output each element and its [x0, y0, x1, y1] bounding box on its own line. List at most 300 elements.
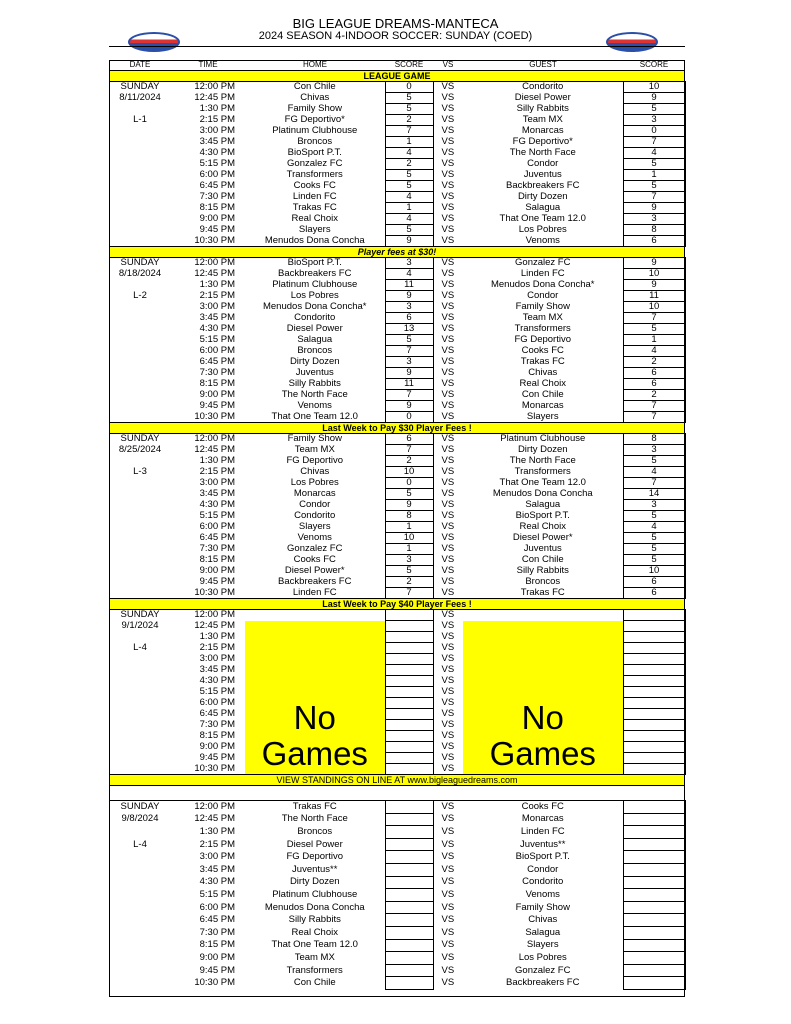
home-score: 3 — [385, 258, 433, 269]
time-cell: 8:15 PM — [199, 730, 235, 741]
guest-score — [623, 801, 685, 814]
vs-cell: VS — [441, 763, 455, 774]
guest-cell — [463, 610, 623, 621]
vs-cell: VS — [441, 378, 455, 389]
vs-cell: VS — [441, 708, 455, 719]
time-cell: 12:45 PM — [194, 268, 235, 279]
home-team: Venoms — [297, 532, 332, 543]
guest-team: Monarcas — [521, 813, 564, 825]
time-cell: 5:15 PM — [199, 510, 235, 521]
vs-cell: VS — [441, 653, 455, 664]
table-row — [109, 159, 685, 170]
date-cell — [109, 555, 171, 566]
vs-cell: VS — [441, 169, 455, 180]
guest-score: 7 — [623, 412, 685, 423]
home-team: Los Pobres — [290, 477, 339, 488]
home-team: FG Deportivo — [286, 851, 343, 863]
time-cell: 7:30 PM — [199, 191, 235, 202]
time-cell: 4:30 PM — [199, 147, 235, 158]
home-score: 4 — [385, 269, 433, 280]
vs-cell: VS — [441, 488, 455, 499]
time-cell: 1:30 PM — [199, 279, 235, 290]
banner-fees-30-text: Player fees at $30! — [109, 247, 685, 258]
vs-cell: VS — [441, 180, 455, 191]
guest-score-cell — [623, 742, 685, 753]
guest-score: 4 — [623, 467, 685, 478]
home-team: The North Face — [281, 389, 348, 400]
date-cell — [109, 489, 171, 500]
vs-cell: VS — [441, 876, 455, 888]
home-score: 7 — [385, 445, 433, 456]
time-cell: 3:45 PM — [199, 312, 235, 323]
date-cell: L-3 — [133, 466, 147, 477]
guest-score: 3 — [623, 214, 685, 225]
time-cell: 2:15 PM — [199, 466, 235, 477]
banner-league-game — [109, 71, 685, 82]
header-row — [109, 60, 685, 71]
home-score — [385, 914, 433, 927]
date-cell: L-2 — [133, 290, 147, 301]
table-row — [109, 838, 685, 851]
banner-last-week-30 — [109, 423, 685, 434]
guest-score — [623, 914, 685, 927]
guest-team: Transformers — [514, 323, 571, 334]
home-score — [385, 801, 433, 814]
home-score: 9 — [385, 236, 433, 247]
guest-team: Linden FC — [520, 825, 565, 837]
guest-score: 6 — [623, 588, 685, 599]
league-logo-left — [128, 32, 180, 52]
guest-score: 11 — [623, 291, 685, 302]
guest-team: Dirty Dozen — [517, 191, 568, 202]
guest-team: Cooks FC — [463, 801, 623, 814]
time-cell: 12:45 PM — [194, 92, 235, 103]
time-cell: 1:30 PM — [199, 455, 235, 466]
vs-cell: VS — [441, 367, 455, 378]
home-team: Diesel Power — [286, 323, 343, 334]
date-cell: SUNDAY — [109, 258, 171, 269]
table-row — [109, 434, 685, 445]
table-row — [109, 863, 685, 876]
time-cell: 10:30 PM — [194, 411, 235, 422]
no-games-left-line1: No — [293, 699, 336, 736]
guest-team: Silly Rabbits — [516, 103, 569, 114]
guest-team: Condorito — [463, 82, 623, 93]
home-score: 2 — [385, 577, 433, 588]
time-cell: 6:45 PM — [199, 708, 235, 719]
date-cell — [109, 709, 171, 720]
time-cell: 4:30 PM — [199, 499, 235, 510]
time-cell: 4:30 PM — [199, 876, 235, 888]
date-cell — [109, 335, 171, 346]
vs-cell: VS — [441, 686, 455, 697]
date-cell — [109, 324, 171, 335]
guest-score: 10 — [623, 566, 685, 577]
home-team: The North Face — [281, 813, 348, 825]
date-cell — [109, 313, 171, 324]
time-cell: 3:45 PM — [199, 136, 235, 147]
date-cell — [109, 225, 171, 236]
date-cell — [109, 876, 171, 889]
time-cell: 1:30 PM — [199, 825, 235, 837]
guest-team: Con Chile — [521, 389, 564, 400]
vs-cell: VS — [441, 345, 455, 356]
guest-team: Los Pobres — [518, 224, 567, 235]
vs-cell: VS — [441, 888, 455, 900]
time-cell: 1:30 PM — [199, 631, 235, 642]
guest-score: 2 — [623, 390, 685, 401]
home-team: That One Team 12.0 — [271, 939, 358, 951]
vs-cell: VS — [441, 323, 455, 334]
spacer-row — [109, 786, 685, 801]
home-team: Family Show — [287, 103, 342, 114]
home-team: Dirty Dozen — [289, 356, 340, 367]
time-cell: 5:15 PM — [199, 888, 235, 900]
time-cell: 3:45 PM — [199, 488, 235, 499]
guest-score: 8 — [623, 434, 685, 445]
guest-team: Team MX — [522, 114, 563, 125]
guest-score: 7 — [623, 192, 685, 203]
date-cell — [109, 665, 171, 676]
home-score: 6 — [385, 434, 433, 445]
vs-cell: VS — [441, 125, 455, 136]
home-team: Slayers — [298, 224, 331, 235]
date-cell — [109, 214, 171, 225]
home-score: 10 — [385, 533, 433, 544]
home-score: 3 — [385, 302, 433, 313]
guest-score: 10 — [623, 302, 685, 313]
date-cell — [109, 731, 171, 742]
guest-score: 5 — [623, 555, 685, 566]
no-games-right-line1: No — [521, 699, 564, 736]
home-team: Platinum Clubhouse — [272, 888, 358, 900]
date-cell — [109, 302, 171, 313]
table-row — [109, 964, 685, 977]
guest-team: FG Deportivo — [514, 334, 571, 345]
home-score-cell — [385, 742, 433, 753]
guest-score — [623, 813, 685, 826]
table-row — [109, 269, 685, 280]
vs-cell: VS — [433, 610, 463, 621]
table-row — [109, 566, 685, 577]
home-team: Family Show — [245, 434, 385, 445]
home-score — [385, 826, 433, 839]
time-cell: 3:00 PM — [199, 477, 235, 488]
guest-score: 6 — [623, 368, 685, 379]
table-row — [109, 544, 685, 555]
page-subtitle: 2024 SEASON 4-INDOOR SOCCER: SUNDAY (COED) — [258, 30, 533, 42]
banner-fees-30 — [109, 247, 685, 258]
guest-team: Backbreakers FC — [506, 180, 580, 191]
guest-team: Silly Rabbits — [516, 565, 569, 576]
vs-cell: VS — [441, 697, 455, 708]
time-cell: 9:00 PM — [199, 565, 235, 576]
vs-cell: VS — [441, 838, 455, 850]
home-score: 3 — [385, 357, 433, 368]
table-row — [109, 137, 685, 148]
time-cell: 9:00 PM — [199, 213, 235, 224]
date-cell: SUNDAY — [109, 434, 171, 445]
vs-cell: VS — [441, 224, 455, 235]
table-row — [109, 445, 685, 456]
time-cell: 7:30 PM — [199, 543, 235, 554]
vs-cell: VS — [433, 801, 463, 814]
vs-cell: VS — [441, 554, 455, 565]
date-cell — [109, 632, 171, 643]
date-cell — [109, 889, 171, 902]
time-cell: 9:00 PM — [199, 951, 235, 963]
date-cell — [109, 952, 171, 965]
guest-score-cell — [623, 610, 685, 621]
time-cell: 7:30 PM — [199, 719, 235, 730]
vs-cell: VS — [441, 191, 455, 202]
home-team: Real Choix — [291, 213, 338, 224]
home-team: Menudos Dona Concha — [264, 235, 365, 246]
date-cell — [109, 533, 171, 544]
home-team: Platinum Clubhouse — [272, 279, 358, 290]
table-row — [109, 126, 685, 137]
home-team: Menudos Dona Concha — [264, 901, 365, 913]
date-cell: 8/25/2024 — [118, 444, 162, 455]
date-cell — [109, 676, 171, 687]
time-cell: 9:45 PM — [199, 752, 235, 763]
date-cell — [109, 456, 171, 467]
time-cell: 6:00 PM — [199, 901, 235, 913]
col-vs: VS — [433, 60, 463, 71]
guest-team: Trakas FC — [520, 587, 565, 598]
home-team: Backbreakers FC — [278, 576, 352, 587]
guest-team: BioSport P.T. — [515, 851, 570, 863]
home-score-cell — [385, 720, 433, 731]
time-cell: 6:00 PM — [199, 169, 235, 180]
guest-score: 6 — [623, 577, 685, 588]
vs-cell: VS — [441, 389, 455, 400]
home-score-cell — [385, 676, 433, 687]
home-score — [385, 863, 433, 876]
home-team: Diesel Power* — [284, 565, 345, 576]
guest-score-cell — [623, 621, 685, 632]
date-cell: 8/18/2024 — [118, 268, 162, 279]
guest-team: Team MX — [522, 312, 563, 323]
table-row — [109, 379, 685, 390]
date-cell — [109, 764, 171, 775]
guest-team: Juventus — [523, 169, 562, 180]
table-row — [109, 214, 685, 225]
date-cell — [109, 511, 171, 522]
home-score-cell — [385, 610, 433, 621]
time-cell: 9:00 PM — [199, 389, 235, 400]
time-cell: 8:15 PM — [199, 939, 235, 951]
home-score-cell — [385, 621, 433, 632]
table-row — [109, 588, 685, 599]
banner-last-week-40 — [109, 599, 685, 610]
home-score-cell — [385, 632, 433, 643]
home-score: 1 — [385, 137, 433, 148]
time-cell: 5:15 PM — [199, 686, 235, 697]
guest-score: 4 — [623, 346, 685, 357]
banner-last-week-40-text: Last Week to Pay $40 Player Fees ! — [109, 599, 685, 610]
home-team: Slayers — [298, 521, 331, 532]
home-team: Silly Rabbits — [288, 378, 341, 389]
home-score — [385, 952, 433, 965]
table-row — [109, 390, 685, 401]
home-team: Condor — [299, 499, 331, 510]
vs-cell: VS — [441, 114, 455, 125]
date-cell — [109, 964, 171, 977]
time-cell: 2:15 PM — [199, 838, 235, 850]
time-cell: 6:00 PM — [199, 521, 235, 532]
no-games-left — [245, 621, 385, 775]
home-team: FG Deportivo* — [284, 114, 345, 125]
vs-cell: VS — [441, 477, 455, 488]
banner-last-week-30-text: Last Week to Pay $30 Player Fees ! — [109, 423, 685, 434]
time-cell: 12:00 PM — [171, 610, 245, 621]
date-cell — [109, 742, 171, 753]
guest-team: Chivas — [528, 914, 558, 926]
table-row — [109, 335, 685, 346]
home-team: Trakas FC — [245, 801, 385, 814]
table-row — [109, 511, 685, 522]
time-cell: 5:15 PM — [199, 334, 235, 345]
guest-score: 3 — [623, 445, 685, 456]
date-cell — [109, 390, 171, 401]
guest-team: Diesel Power* — [512, 532, 573, 543]
guest-team: Venoms — [525, 235, 560, 246]
home-team: Linden FC — [292, 587, 337, 598]
guest-team: Salagua — [525, 926, 561, 938]
guest-team: Venoms — [525, 888, 560, 900]
guest-team: Linden FC — [520, 268, 565, 279]
home-team: Venoms — [297, 400, 332, 411]
time-cell: 9:45 PM — [199, 964, 235, 976]
guest-score-cell — [623, 698, 685, 709]
vs-cell: VS — [441, 951, 455, 963]
table-row — [109, 412, 685, 423]
vs-cell: VS — [441, 964, 455, 976]
guest-score: 6 — [623, 379, 685, 390]
guest-score: 10 — [623, 82, 685, 93]
table-row — [109, 313, 685, 324]
guest-team: Juventus — [523, 543, 562, 554]
date-cell — [109, 698, 171, 709]
vs-cell: VS — [441, 103, 455, 114]
guest-score: 8 — [623, 225, 685, 236]
guest-score: 1 — [623, 335, 685, 346]
guest-score: 5 — [623, 456, 685, 467]
home-score — [385, 939, 433, 952]
home-team: Team MX — [294, 951, 335, 963]
home-score: 5 — [385, 104, 433, 115]
date-cell — [109, 654, 171, 665]
time-cell: 1:30 PM — [199, 103, 235, 114]
home-score: 4 — [385, 192, 433, 203]
vs-cell: VS — [441, 202, 455, 213]
home-team: Platinum Clubhouse — [272, 125, 358, 136]
no-games-right-line2: Games — [489, 735, 596, 772]
guest-team: Slayers — [526, 411, 559, 422]
time-cell: 3:00 PM — [199, 301, 235, 312]
time-cell: 9:45 PM — [199, 224, 235, 235]
vs-cell: VS — [441, 411, 455, 422]
date-cell — [109, 401, 171, 412]
home-team: Broncos — [297, 825, 333, 837]
time-cell: 8:15 PM — [199, 554, 235, 565]
guest-team: Real Choix — [519, 378, 566, 389]
home-team: FG Deportivo — [286, 455, 343, 466]
date-cell: SUNDAY — [109, 82, 171, 93]
home-team: BioSport P.T. — [287, 147, 342, 158]
guest-team: Condor — [527, 158, 559, 169]
guest-team: The North Face — [509, 147, 576, 158]
guest-score-cell — [623, 720, 685, 731]
date-cell — [109, 379, 171, 390]
time-cell: 2:15 PM — [199, 642, 235, 653]
home-team: Transformers — [286, 169, 343, 180]
guest-team: Menudos Dona Concha* — [490, 279, 595, 290]
table-row — [109, 203, 685, 214]
home-score: 2 — [385, 115, 433, 126]
table-row — [109, 170, 685, 181]
home-score — [385, 813, 433, 826]
time-cell: 6:45 PM — [199, 532, 235, 543]
date-cell — [109, 977, 171, 990]
date-cell: L-4 — [133, 642, 147, 653]
home-score: 7 — [385, 346, 433, 357]
guest-score — [623, 851, 685, 864]
header-divider — [109, 46, 685, 47]
home-score: 5 — [385, 566, 433, 577]
guest-team: Family Show — [515, 901, 570, 913]
vs-cell: VS — [441, 521, 455, 532]
table-row — [109, 291, 685, 302]
guest-score-cell — [623, 676, 685, 687]
guest-team: Family Show — [515, 301, 570, 312]
home-score — [385, 838, 433, 851]
date-cell — [109, 826, 171, 839]
date-cell — [109, 851, 171, 864]
date-cell — [109, 181, 171, 192]
guest-team: Monarcas — [521, 125, 564, 136]
vs-cell: VS — [441, 730, 455, 741]
home-score: 5 — [385, 335, 433, 346]
vs-cell: VS — [441, 664, 455, 675]
guest-team: The North Face — [509, 455, 576, 466]
table-row — [109, 555, 685, 566]
vs-cell: VS — [441, 147, 455, 158]
guest-score-cell — [623, 665, 685, 676]
date-cell — [109, 170, 171, 181]
date-cell — [109, 588, 171, 599]
guest-score: 2 — [623, 357, 685, 368]
home-score: 3 — [385, 555, 433, 566]
date-cell — [109, 901, 171, 914]
guest-team: Cooks FC — [521, 345, 564, 356]
date-cell — [109, 137, 171, 148]
no-games-left-line2: Games — [261, 735, 368, 772]
table-row — [109, 610, 685, 621]
time-cell: 9:45 PM — [199, 400, 235, 411]
home-team: Silly Rabbits — [288, 914, 341, 926]
guest-team: Dirty Dozen — [517, 444, 568, 455]
time-cell: 3:00 PM — [199, 653, 235, 664]
vs-cell: VS — [441, 719, 455, 730]
guest-score: 9 — [623, 203, 685, 214]
guest-score: 5 — [623, 511, 685, 522]
home-score-cell — [385, 753, 433, 764]
table-row — [109, 851, 685, 864]
vs-cell: VS — [441, 356, 455, 367]
vs-cell: VS — [441, 926, 455, 938]
